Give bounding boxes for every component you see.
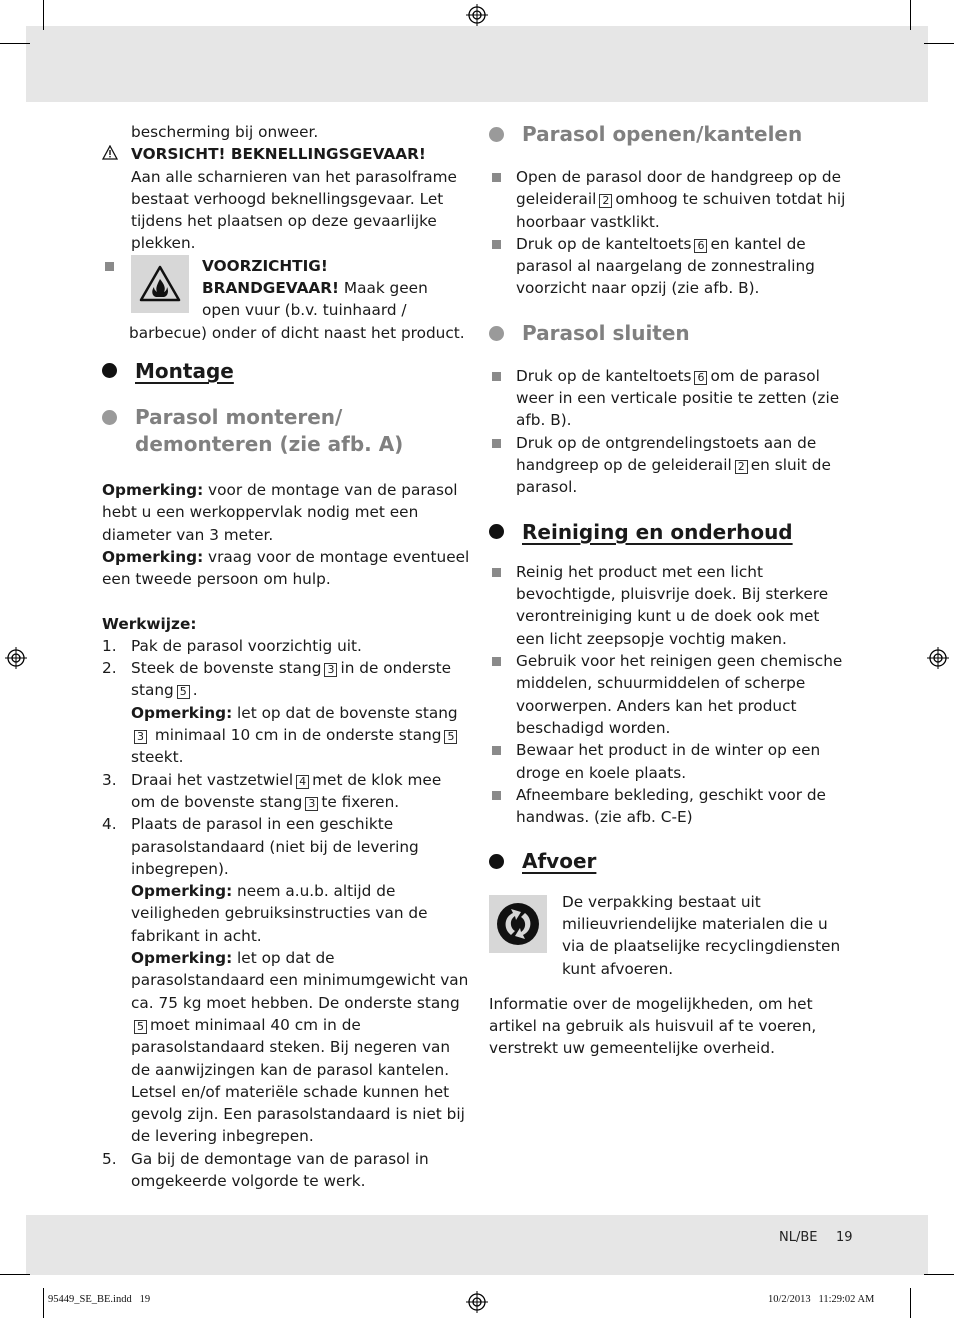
- warning-pinch-body: Aan alle scharnieren van het parasolframe bestaat verhoogd beknellingsgevaar. Let tijdens het plaatsen op deze gevaarlijke plekken.: [131, 167, 457, 253]
- registration-mark-icon: [466, 1291, 488, 1313]
- heading-bullet-icon: [489, 854, 504, 869]
- crop-mark: [43, 1288, 44, 1318]
- list-item: Reinig het product met een licht bevochtigde, pluisvrije doek. Bij sterkere verontreiniging kunt u de doek ook met een licht zeepsopje vochtig maken.: [489, 561, 849, 650]
- footer-band: [26, 1215, 928, 1275]
- warning-fire-body-2: open vuur (b.v. tuinhaard /: [202, 301, 407, 320]
- crop-mark: [0, 1274, 30, 1275]
- step-4: 4. Plaats de parasol in een geschikte parasolstandaard (niet bij de levering inbegrepen). Opmerking: neem a.u.b. altijd de veiligheden gebruiksinstructies van de fabrikant in acht. Opmerking: let op dat de parasolstandaard een minimumgewicht van ca. 75 kg moet hebben. De onderste stang5 moet minimaal 40 cm in de parasolstandaard steken. Bij negeren van de aanwijzingen kan de parasol kantelen. Letsel en/of materiële schade kunnen het gevolg zijn. Een parasolstandaard is niet bij de levering inbegrepen.: [102, 815, 469, 1146]
- warning-triangle-icon: [102, 145, 118, 160]
- warning-pinch-title: VORSICHT! BEKNELLINGSGEVAAR!: [131, 145, 426, 164]
- crop-mark: [924, 43, 954, 44]
- crop-mark: [43, 0, 44, 30]
- fire-warning-icon: [131, 255, 189, 313]
- list-item: Open de parasol door de handgreep op de geleiderail 2 omhoog te schuiven totdat hij hoorbaar vastklikt.: [489, 166, 849, 233]
- warning-pinch: [102, 143, 470, 254]
- subheading-sluiten: Parasol sluiten: [489, 320, 849, 347]
- list-item: Bewaar het product in de winter op een droge en koele plaats.: [489, 739, 849, 784]
- procedure-label: Werkwijze:: [102, 614, 197, 633]
- crop-mark: [924, 1274, 954, 1275]
- disposal-info: Informatie over de mogelijkheden, om het artikel na gebruik als huisvuil af te voeren, verstrekt uw gemeentelijke overheid.: [489, 994, 817, 1058]
- warning-fire-title-2: BRANDGEVAAR!: [202, 279, 340, 298]
- step-5: 5. Ga bij de demontage van de parasol in omgekeerde volgorde te werk.: [102, 1149, 429, 1190]
- list-item: Druk op de ontgrendelingstoets aan de handgreep op de geleiderail 2 en sluit de parasol.: [489, 432, 849, 499]
- section-heading-montage: Montage: [102, 360, 470, 382]
- crop-mark: [910, 0, 911, 30]
- crop-mark: [0, 43, 30, 44]
- locale-label: NL/BE: [779, 1230, 818, 1245]
- step-1: 1. Pak de parasol voorzichtig uit.: [102, 636, 362, 655]
- registration-mark-icon: [5, 647, 27, 669]
- section-heading-afvoer: Afvoer: [489, 850, 849, 872]
- page-number: 19: [836, 1230, 853, 1245]
- right-column: [489, 121, 849, 1060]
- file-slug: 95449_SE_BE.indd 19: [48, 1294, 151, 1305]
- registration-mark-icon: [466, 4, 488, 26]
- subheading-monteren: Parasol monteren/ demonteren (zie afb. A): [102, 404, 470, 458]
- warning-fire: [102, 255, 470, 344]
- step-3: 3. Draai het vastzetwiel 4 met de klok mee om de bovenste stang 3 te fixeren.: [102, 770, 442, 811]
- list-item: Druk op de kanteltoets 6 en kantel de parasol al naargelang de zonnestraling voorzicht naar opzij (zie afb. B).: [489, 233, 849, 300]
- left-column: [102, 121, 470, 1192]
- heading-bullet-icon: [489, 326, 504, 341]
- heading-bullet-icon: [102, 363, 117, 378]
- bullet-square: [492, 372, 501, 381]
- heading-bullet-icon: [489, 127, 504, 142]
- print-timestamp: 10/2/2013 11:29:02 AM: [768, 1294, 875, 1305]
- bullet-square: [492, 173, 501, 182]
- bullet-square: [492, 568, 501, 577]
- bullet-square: [105, 262, 114, 271]
- list-item: Druk op de kanteltoets 6 om de parasol weer in een verticale positie te zetten (zie afb. B).: [489, 365, 849, 432]
- note-workspace: Opmerking: voor de montage van de parasol hebt u een werkoppervlak nodig met een diameter van 3 meter.: [102, 481, 458, 544]
- bullet-square: [492, 439, 501, 448]
- green-dot-recycle-icon: [489, 895, 547, 953]
- warning-fire-title-1: VOORZICHTIG!: [202, 256, 328, 275]
- bullet-square: [492, 791, 501, 800]
- bullet-square: [492, 240, 501, 249]
- subheading-openen: Parasol openen/kantelen: [489, 121, 849, 148]
- bullet-square: [492, 657, 501, 666]
- warning-fire-body-1: Maak geen: [339, 279, 428, 298]
- recycling-block: [489, 891, 849, 981]
- crop-mark: [910, 1288, 911, 1318]
- registration-mark-icon: [927, 647, 949, 669]
- heading-bullet-icon: [102, 410, 117, 425]
- continued-text: bescherming bij onweer.: [131, 123, 319, 141]
- list-item: Afneembare bekleding, geschikt voor de handwas. (zie afb. C-E): [489, 784, 849, 829]
- header-band: [26, 26, 928, 102]
- list-item: Gebruik voor het reinigen geen chemische middelen, schuurmiddelen of scherpe voorwerpen. Anders kan het product beschadigd worden.: [489, 650, 849, 739]
- step-2: 2. Steek de bovenste stang 3 in de onderste stang 5 . Opmerking: let op dat de bovenste stang3 minimaal 10 cm in de onderste stang 5steekt.: [102, 659, 458, 767]
- warning-fire-body-3: barbecue) onder of dicht naast het product.: [129, 323, 465, 342]
- heading-bullet-icon: [489, 524, 504, 539]
- recycling-text: De verpakking bestaat uit milieuvriendelijke materialen die u via de plaatselijke recyclingdiensten kunt afvoeren.: [562, 892, 841, 978]
- note-helper: Opmerking: vraag voor de montage eventueel een tweede persoon om hulp.: [102, 547, 470, 589]
- section-heading-reiniging: Reiniging en onderhoud: [489, 521, 849, 543]
- bullet-square: [492, 746, 501, 755]
